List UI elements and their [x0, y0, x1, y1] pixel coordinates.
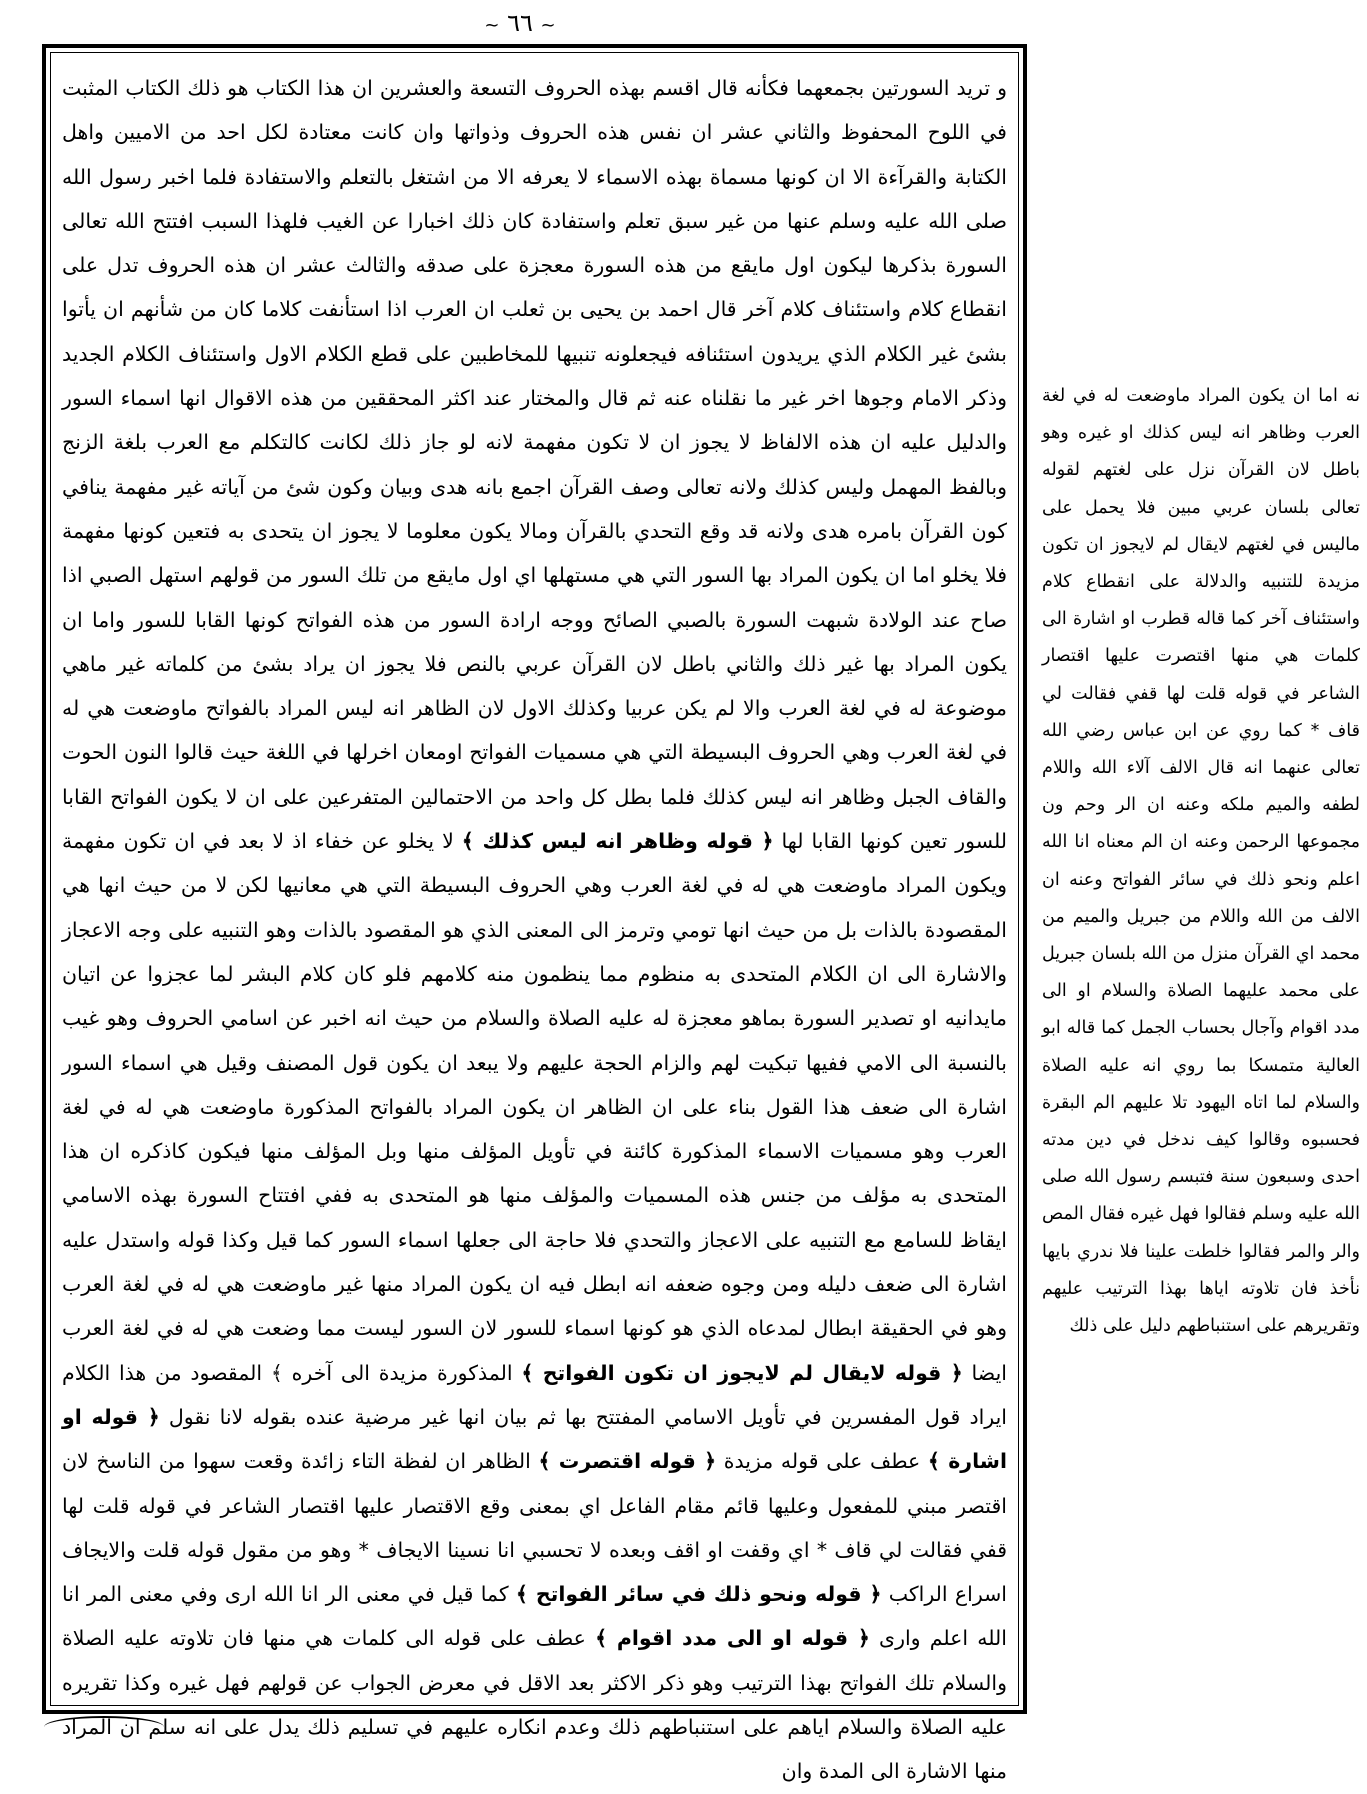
- page-header: [430, 8, 610, 38]
- qawluhu-heading: ﴿ قوله وظاهر انه ليس كذلك ﴾: [461, 829, 774, 854]
- qawluhu-heading: ﴿ قوله او الى مدد اقوام ﴾: [595, 1626, 870, 1651]
- qawluhu-heading: ﴿ قوله لايقال لم لايجوز ان تكون الفواتح ﴾: [521, 1360, 963, 1385]
- margin-paragraph: نه اما ان يكون المراد ماوضعت له في لغة العرب وظاهر انه ليس كذلك او غيره وهو باطل لان القرآن نزل على لغتهم لقوله تعالى بلسان عربي مبين فلا يحمل على ماليس في لغتهم لايقال لم لايجوز ان تكون مزيدة للتنبيه والدلالة على انقطاع كلام واستئناف آخر كما قاله قطرب او اشارة الى كلمات هي منها اقتصرت عليها اقتصار الشاعر في قوله قلت لها قفي فقالت لي قاف * كما روي عن ابن عباس رضي الله تعالى عنهما انه قال الالف آلاء الله واللام لطفه والميم ملكه وعنه ان الر وحم ون مجموعها الرحمن وعنه ان الم معناه انا الله اعلم ونحو ذلك في سائر الفواتح وعنه ان الالف من الله واللام من جبريل والميم من محمد اي القرآن منزل من الله بلسان جبريل على محمد عليهما الصلاة والسلام او الى مدد اقوام وآجال بحساب الجمل كما قاله ابو العالية متمسكا بما روي انه عليه الصلاة والسلام لما اتاه اليهود تلا عليهم الم البقرة فحسبوه وقالوا كيف ندخل في دين مدته احدى وسبعون سنة فتبسم رسول الله صلى الله عليه وسلم فقالوا فهل غيره فقال المص والر والمر فقالوا خلطت علينا فلا ندري بايها نأخذ فان تلاوته اياها بهذا الترتيب عليهم وتقريرهم على استنباطهم دليل على ذلك: [1042, 386, 1360, 1337]
- text-segment: كما قيل في معنى الر انا الله ارى وفي معنى المر انا الله اعلم وارى: [62, 1582, 1007, 1651]
- text-segment: لا يخلو عن خفاء اذ لا بعد في ان تكون مفهمة ويكون المراد ماوضعت هي له في لغة العرب وهي الحروف البسيطة التي هي معانيها لكن لا من حيث انها هي المقصودة بالذات بل من حيث انها تومي وترمز الى المعنى الذي هو المقصود بالذات وهو التنبيه على وجه الاعجاز والاشارة الى ان الكلام المتحدى به منظوم مما ينظمون منه كلامهم فلو كان كلام البشر لما عجزوا عن اتيان مايدانيه او تصدير السورة بماهو معجزة له عليه الصلاة والسلام من حيث انه اخبر عن اسامي الحروف وهو غيب بالنسبة الى الامي ففيها تبكيت لهم والزام الحجة عليهم ولا يبعد ان يكون قول المصنف وقيل هي اسماء السور اشارة الى ضعف هذا القول بناء على ان الظاهر ان يكون المراد بالفواتح المذكورة ماوضعت هي له في لغة العرب وهو مسميات الاسماء المذكورة كائنة في تأويل المؤلف منها وبل المؤلف منها فيكون كاذكره ان هذا المتحدى به مؤلف من جنس هذه المسميات والمؤلف منها هو المتحدى به ففي افتتاح السورة بهذه الاسامي ايقاظ للسامع مع التنبيه على الاعجاز والتحدي فلا حاجة الى جعلها اسماء السور كما قيل وكذا قوله واستدل عليه اشارة الى ضعف دليله ومن وجوه ضعفه انه ابطل فيه ان يكون المراد منها غير ماوضعت هي له في لغة العرب وهو في الحقيقة ابطال لمدعاه الذي هو كونها اسماء للسور لان السور ليست مما وضعت هي له في لغة العرب ايضا: [62, 829, 1007, 1385]
- text-segment: و تريد السورتين بجمعهما فكأنه قال اقسم بهذه الحروف التسعة والعشرين ان هذا الكتاب هو ذلك الكتاب المثبت في اللوح المحفوظ والثاني عشر ان نفس هذه الحروف وذواتها وان كانت معتادة لكل احد من الاميين واهل الكتابة والقرآءة الا ان كونها مسماة بهذه الاسماء لا يعرفه الا من اشتغل بالتعلم والاستفادة فلما اخبر رسول الله صلى الله عليه وسلم عنها من غير سبق تعلم واستفادة كان ذلك اخبارا عن الغيب فلهذا السبب افتتح الله تعالى السورة بذكرها ليكون اول مايقع من هذه السورة معجزة على صدقه والثالث عشر ان هذه الحروف تدل على انقطاع كلام واستئناف كلام آخر قال احمد بن يحيى بن ثعلب ان العرب اذا استأنفت كلاما كان من شأنهم ان يأتوا بشئ غير الكلام الذي يريدون استئنافه فيجعلونه تنبيها للمخاطبين على قطع الكلام الاول واستئناف الكلام الجديد وذكر الامام وجوها اخر غير ما نقلناه عنه ثم قال والمختار عند اكثر المحققين من هذه الاقوال انها اسماء السور والدليل عليه ان هذه الالفاظ لا يجوز ان لا تكون مفهمة لانه لو جاز ذلك لكانت كالتكلم مع العرب بلغة الزنج وبالفظ المهمل وليس كذلك ولانه تعالى وصف القرآن اجمع بانه هدى وبيان وكون شئ من آياته غير مفهمة ينافي كون القرآن بامره هدى ولانه قد وقع التحدي بالقرآن ومالا يكون معلوما لا يجوز ان يتحدى به فتعين كونها مفهمة فلا يخلو اما ان يكون المراد بها السور التي هي مستهلها اي اول مايقع من تلك السور من قولهم استهل الصبي اذا صاح عند الولادة شبهت السورة بالصبي الصائح ووجه ارادة السور من هذه الفواتح كونها القابا للسور واما ان يكون المراد بها غير ذلك والثاني باطل لان القرآن عربي بالنص فلا يجوز ان يراد بشئ من كلماته غير ماهي موضوعة له في لغة العرب والا لم يكن عربيا وكذلك الاول لان الظاهر انه ليس المراد بالفواتح ماوضعت هي له في لغة العرب وهي الحروف البسيطة التي هي مسميات الفواتح اومعان اخرلها في اللغة حيث قالوا النون الحوت والقاف الجبل وظاهر انه ليس كذلك فلما بطل كل واحد من الاحتمالين المتفرعين على ان لا يكون الفواتح القابا للسور تعين كونها القابا لها: [62, 76, 1008, 854]
- text-segment: الظاهر ان لفظة التاء زائدة وقعت سهوا من الناسخ لان اقتصر مبني للمفعول وعليها قائم مقام الفاعل اي بمعنى وقع الاقتصار عليها اقتصار الشاعر في قوله قلت لها قفي فقالت لي قاف * اي وقفت او اقف وبعده لا تحسبي انا نسينا الايجاف * وهو من مقول قوله قلت والايجاف اسراع الراكب: [62, 1449, 1007, 1607]
- header-ornament-icon: ~: [484, 15, 500, 36]
- main-commentary-text: [62, 66, 1008, 1784]
- main-paragraph: [62, 66, 1007, 1794]
- text-segment: عطف على قوله مزيدة: [716, 1449, 928, 1474]
- header-ornament-icon: ~: [540, 15, 556, 36]
- qawluhu-heading: ﴿ قوله ونحو ذلك في سائر الفواتح ﴾: [515, 1582, 882, 1607]
- text-segment: المذكورة مزيدة الى آخره ﴾ المقصود من هذا الكلام ايراد قول المفسرين في تأويل الاسامي المفتتح بها ثم بيان انها غير مرضية عنده بقوله لانا نقول: [62, 1360, 1007, 1429]
- page-number: ٦٦: [507, 9, 533, 37]
- margin-base-text: [1042, 378, 1360, 1345]
- qawluhu-heading: ﴿ قوله اقتصرت ﴾: [538, 1449, 717, 1474]
- main-text-frame: [42, 44, 1027, 1784]
- qawluhu-heading: ﴿ قوله او اشارة ﴾: [62, 1404, 1007, 1474]
- footer-mark: [44, 1716, 164, 1738]
- text-segment: عطف على قوله الى كلمات هي منها فان تلاوته عليه الصلاة والسلام تلك الفواتح بهذا الترتيب وهو ذكر الاكثر بعد الاقل في معرض الجواب عن قولهم فهل غيره وكذا تقريره عليه الصلاة والسلام اياهم على استنباطهم ذلك وعدم انكاره عليهم في تسليم ذلك يدل على انه سلم ان المراد منها الاشارة الى المدة وان: [62, 1626, 1007, 1784]
